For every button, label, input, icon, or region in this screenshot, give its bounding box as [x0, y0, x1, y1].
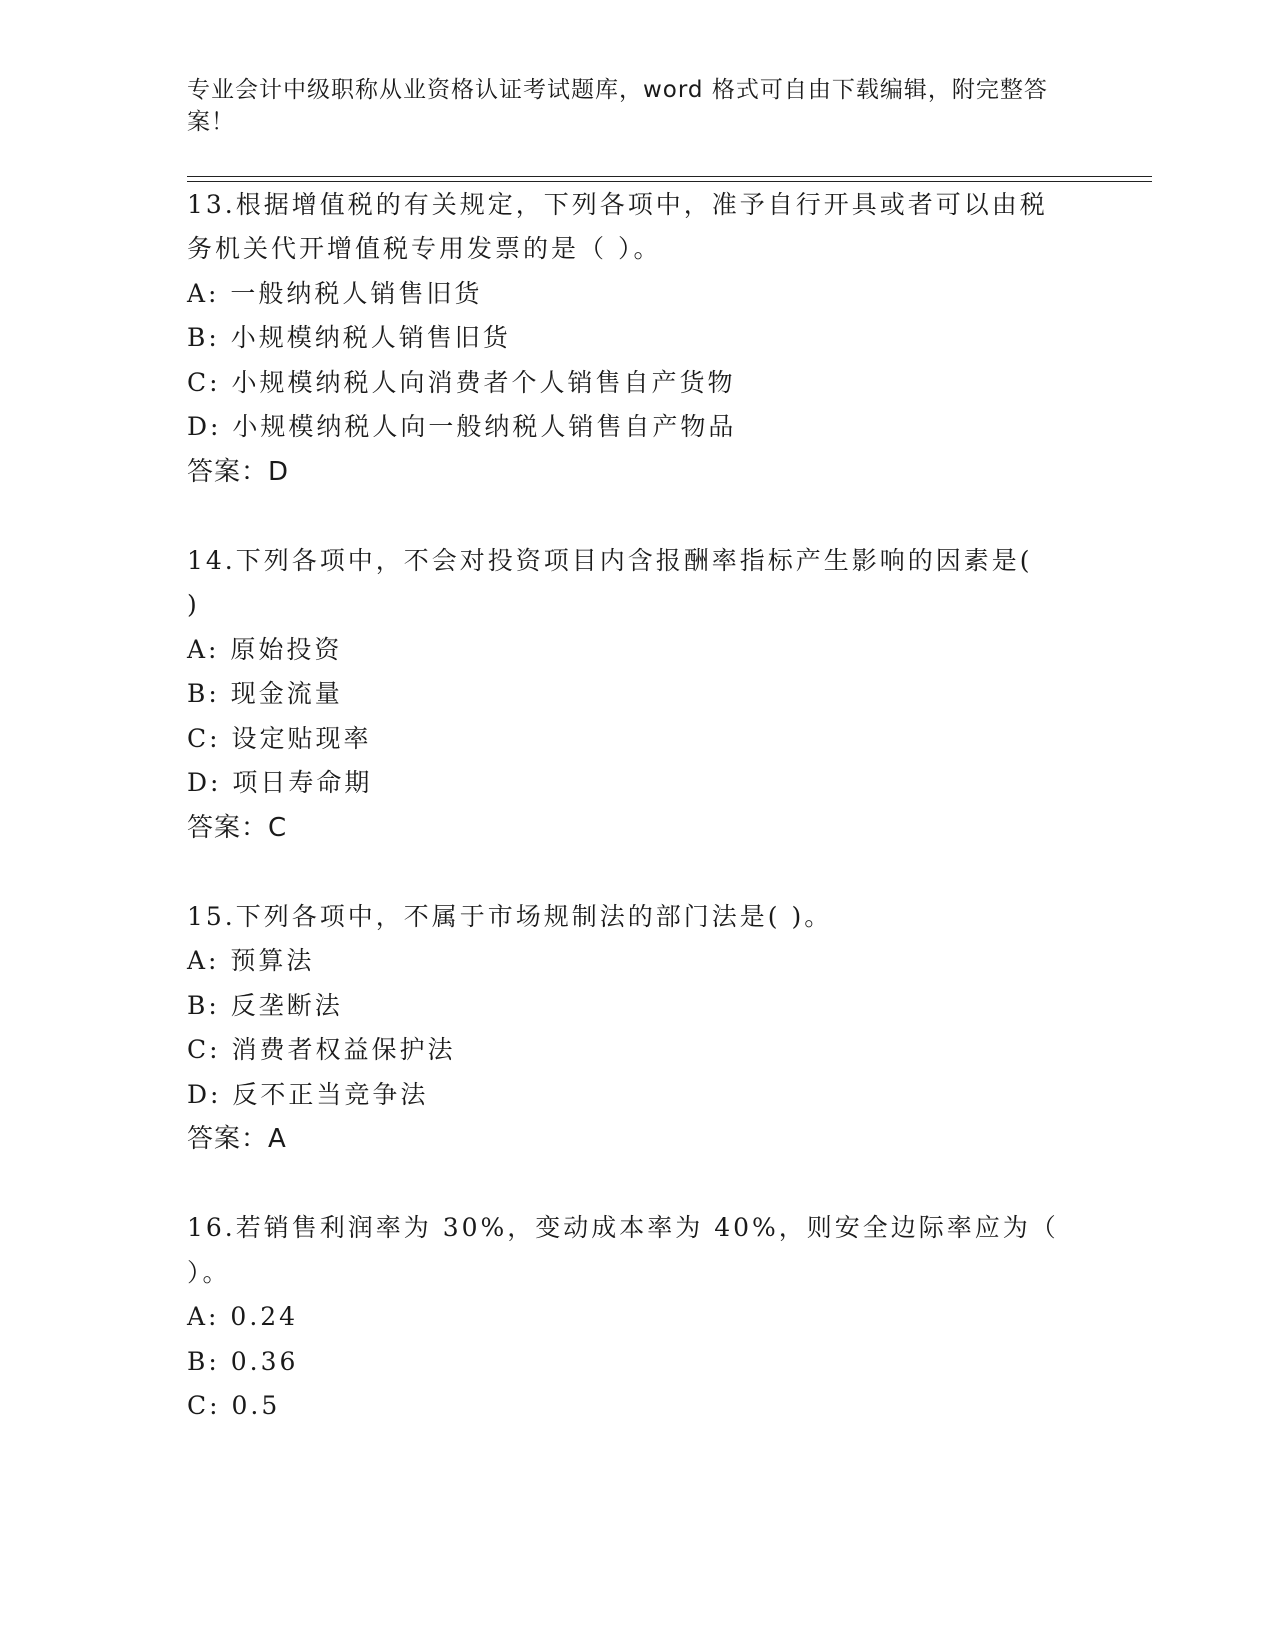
question-13-option-b: B: 小规模纳税人销售旧货: [187, 323, 511, 352]
question-16-option-b: B: 0.36: [187, 1347, 299, 1376]
question-14-option-d: D: 项日寿命期: [187, 768, 373, 797]
question-13-option-c: C: 小规模纳税人向消费者个人销售自产货物: [187, 368, 736, 397]
question-16-option-c: C: 0.5: [187, 1391, 281, 1420]
question-14-option-b: B: 现金流量: [187, 679, 343, 708]
question-14-answer: 答案：C: [187, 813, 288, 843]
question-16-stem-line-2: ）。: [187, 1258, 231, 1287]
question-13-stem-line-2: 务机关代开增值税专用发票的是（ ）。: [187, 234, 662, 263]
header-divider-bottom: [187, 181, 1152, 182]
question-14-stem-line-2: ): [187, 590, 200, 619]
question-13-answer: 答案：D: [187, 457, 290, 487]
question-13-option-d: D: 小规模纳税人向一般纳税人销售自产物品: [187, 412, 737, 441]
question-15-answer: 答案：A: [187, 1124, 287, 1154]
header-divider-top: [187, 176, 1152, 177]
question-13-stem-line-1: 13.根据增值税的有关规定，下列各项中，准予自行开具或者可以由税: [187, 190, 1048, 219]
question-15-option-d: D: 反不正当竞争法: [187, 1080, 429, 1109]
question-15-option-a: A: 预算法: [187, 946, 315, 975]
question-15-option-b: B: 反垄断法: [187, 991, 343, 1020]
question-16-stem-line-1: 16.若销售利润率为 30%，变动成本率为 40%，则安全边际率应为（: [187, 1213, 1059, 1242]
question-15-stem-line-1: 15.下列各项中，不属于市场规制法的部门法是( )。: [187, 902, 833, 931]
question-14-option-a: A: 原始投资: [187, 635, 343, 664]
question-13-option-a: A: 一般纳税人销售旧货: [187, 279, 483, 308]
question-14-option-c: C: 设定贴现率: [187, 724, 372, 753]
question-14-stem-line-1: 14.下列各项中，不会对投资项目内含报酬率指标产生影响的因素是(: [187, 546, 1033, 575]
document-header: 专业会计中级职称从业资格认证考试题库，word 格式可自由下载编辑，附完整答案！: [187, 77, 1048, 135]
question-16-option-a: A: 0.24: [187, 1302, 299, 1331]
question-15-option-c: C: 消费者权益保护法: [187, 1035, 456, 1064]
